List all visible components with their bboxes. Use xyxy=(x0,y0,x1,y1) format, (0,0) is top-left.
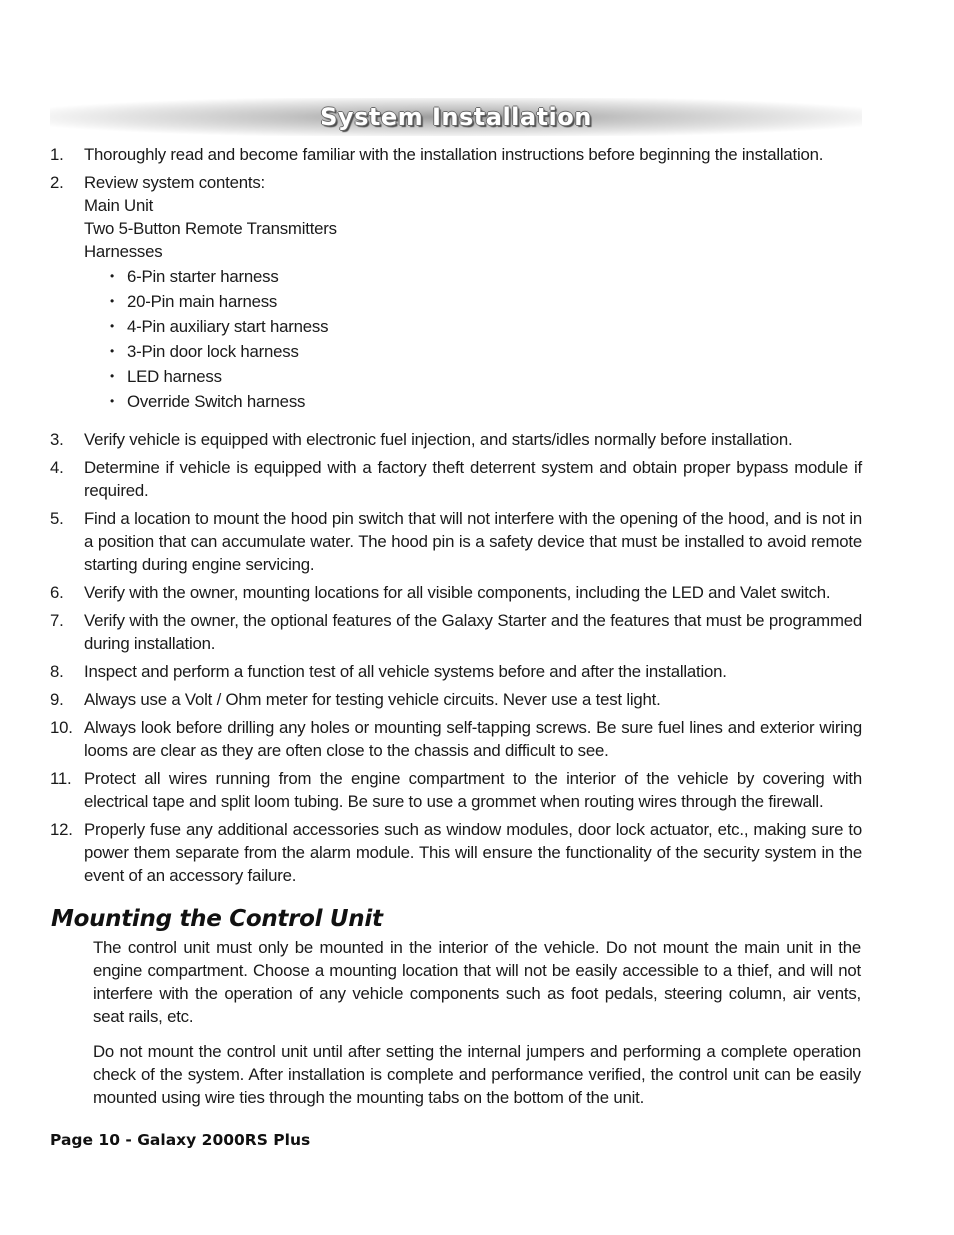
list-item xyxy=(50,609,862,655)
harness-list xyxy=(110,264,862,414)
list-item xyxy=(50,660,862,683)
step-number: 5. xyxy=(50,509,64,528)
list-item xyxy=(50,171,862,414)
step-text: Properly fuse any additional accessories such as window modules, door lock actuator, etc., making sure to power them separate from the alarm module. This will ensure the functionality of the security system in the event of an accessory failure. xyxy=(84,820,862,885)
bullet-icon: • xyxy=(110,344,115,358)
step-text: Protect all wires running from the engine compartment to the interior of the vehicle by covering with electrical tape and split loom tubing. Be sure to use a grommet when routing wires through the firewall. xyxy=(84,769,862,811)
harness-item xyxy=(110,264,862,289)
list-item xyxy=(50,507,862,576)
harness-item xyxy=(110,389,862,414)
section-banner xyxy=(50,98,862,136)
step-number: 4. xyxy=(50,458,64,477)
harness-label: 20-Pin main harness xyxy=(127,292,278,311)
step-number: 10. xyxy=(50,718,73,737)
harness-label: LED harness xyxy=(127,367,222,386)
list-item xyxy=(50,767,862,813)
step-number: 3. xyxy=(50,430,64,449)
list-item xyxy=(50,143,862,166)
list-item xyxy=(50,716,862,762)
step-number: 8. xyxy=(50,662,64,681)
step-number: 1. xyxy=(50,145,64,164)
content-item: Main Unit xyxy=(84,196,154,215)
section-heading: Mounting the Control Unit xyxy=(51,906,383,932)
step-number: 7. xyxy=(50,611,64,630)
step-number: 2. xyxy=(50,173,64,192)
step-text: Always use a Volt / Ohm meter for testing vehicle circuits. Never use a test light. xyxy=(84,690,661,709)
harness-item xyxy=(110,339,862,364)
page-footer: Page 10 - Galaxy 2000RS Plus xyxy=(50,1131,311,1149)
page-title: System Installation xyxy=(320,103,592,131)
list-item xyxy=(50,428,862,451)
step-text: Inspect and perform a function test of all vehicle systems before and after the installation. xyxy=(84,662,727,681)
step-text: Always look before drilling any holes or mounting self-tapping screws. Be sure fuel lines and exterior wiring looms are clear as they are often close to the chassis and difficult to see. xyxy=(84,718,862,760)
bullet-icon: • xyxy=(110,369,115,383)
bullet-icon: • xyxy=(110,394,115,408)
list-item xyxy=(50,688,862,711)
harness-item xyxy=(110,289,862,314)
harness-label: 6-Pin starter harness xyxy=(127,267,279,286)
step-text: Review system contents: xyxy=(84,173,265,192)
content-item: Harnesses xyxy=(84,242,163,261)
mounting-paragraph: Do not mount the control unit until after setting the internal jumpers and performing a complete operation check of the system. After installation is complete and performance verified, the control unit can be easily mounted using wire ties through the mounting tabs on the bottom of the unit. xyxy=(93,1042,861,1107)
harness-item xyxy=(110,314,862,339)
step-text: Verify with the owner, the optional features of the Galaxy Starter and the features that must be programmed during installation. xyxy=(84,611,862,653)
harness-label: 4-Pin auxiliary start harness xyxy=(127,317,329,336)
list-item xyxy=(50,581,862,604)
harness-item xyxy=(110,364,862,389)
bullet-icon: • xyxy=(110,294,115,308)
list-item xyxy=(50,456,862,502)
harness-label: Override Switch harness xyxy=(127,392,306,411)
list-item xyxy=(50,818,862,887)
step-number: 11. xyxy=(50,769,72,788)
installation-steps-list xyxy=(50,143,862,892)
content-item: Two 5-Button Remote Transmitters xyxy=(84,219,337,238)
bullet-icon: • xyxy=(110,269,115,283)
step-text: Determine if vehicle is equipped with a factory theft deterrent system and obtain proper bypass module if required. xyxy=(84,458,862,500)
step-text: Thoroughly read and become familiar with the installation instructions before beginning the installation. xyxy=(84,145,824,164)
bullet-icon: • xyxy=(110,319,115,333)
harness-label: 3-Pin door lock harness xyxy=(127,342,299,361)
step-number: 6. xyxy=(50,583,64,602)
step-number: 12. xyxy=(50,820,73,839)
step-number: 9. xyxy=(50,690,64,709)
step-text: Find a location to mount the hood pin switch that will not interfere with the opening of the hood, and is not in a position that can accumulate water. The hood pin is a safety device that must be installed to avoid remote starting during engine servicing. xyxy=(84,509,862,574)
step-text: Verify with the owner, mounting locations for all visible components, including the LED and Valet switch. xyxy=(84,583,831,602)
mounting-paragraph: The control unit must only be mounted in the interior of the vehicle. Do not mount the main unit in the engine compartment. Choose a mounting location that will not be easily accessible to a thief, and will not interfere with the operation of any vehicle components such as foot pedals, steering column, air vents, seat rails, etc. xyxy=(93,938,861,1026)
step-text: Verify vehicle is equipped with electronic fuel injection, and starts/idles normally before installation. xyxy=(84,430,793,449)
